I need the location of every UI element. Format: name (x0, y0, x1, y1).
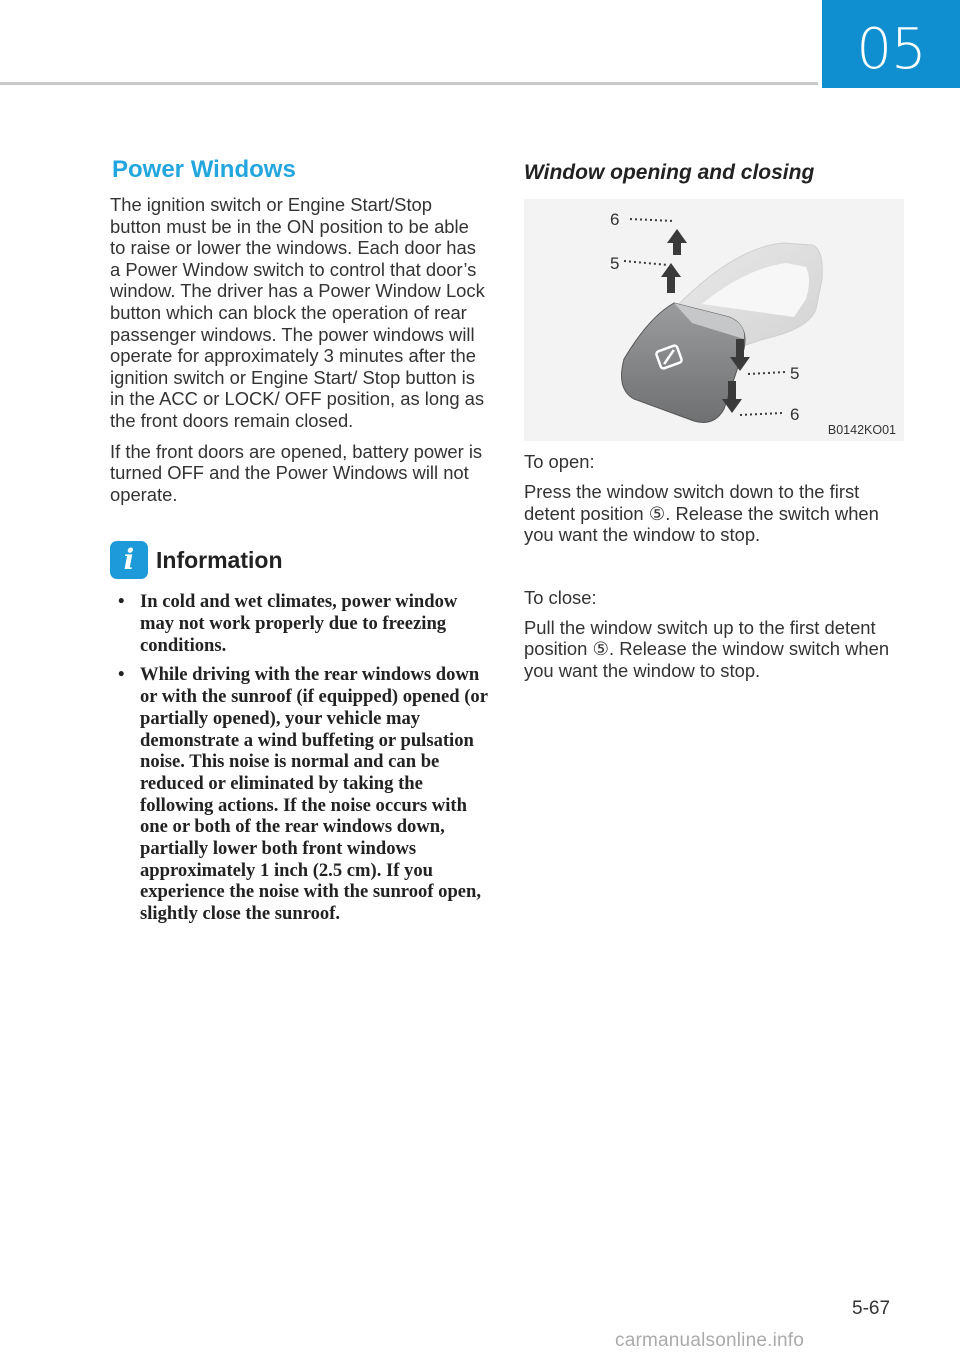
left-column (110, 156, 488, 933)
header-rule (0, 82, 818, 85)
section-title: Power Windows (112, 156, 296, 183)
information-title: Information (156, 546, 283, 573)
chapter-tab: 05 (822, 0, 960, 88)
information-header (110, 541, 488, 579)
open-label: To open: (524, 451, 595, 472)
subsection-title: Window opening and closing (524, 161, 815, 184)
window-switch-illustration (524, 199, 904, 441)
figure-code: B0142KO01 (827, 423, 896, 437)
window-switch-figure (524, 199, 904, 441)
figure-label-down-far: 6 (790, 405, 800, 424)
figure-label-down-near: 5 (790, 364, 800, 383)
right-column (524, 156, 904, 691)
figure-label-up-near: 5 (610, 254, 620, 273)
list-item: • In cold and wet climates, power window may not work properly due to freezing conditions. (118, 591, 488, 656)
close-label: To close: (524, 586, 597, 608)
close-text: Pull the window switch up to the first detent position ⑤. Release the window switch when you want the window to stop. (524, 616, 890, 681)
watermark: carmanualsonline.info (615, 1330, 805, 1351)
figure-label-up-far: 6 (610, 210, 620, 229)
list-item: • While driving with the rear windows down or with the sunroof (if equipped) opened (or partially opened), your vehicle may demonstrate a wind buffeting or pulsation noise. This noise is normal and can be reduced or eliminated by taking the following actions. If the noise occurs with one or both of the rear windows down, partially lower both front windows approximately 1 inch (2.5 cm). If you experience the noise with the sunroof open, slightly close the sunroof. (118, 664, 488, 924)
open-text: Press the window switch down to the first detent position ⑤. Release the switch when you want the window to stop. (524, 481, 879, 546)
battery-paragraph: If the front doors are opened, battery power is turned OFF and the Power Windows will not operate. (110, 440, 483, 505)
intro-paragraph: The ignition switch or Engine Start/Stop button must be in the ON position to be able to raise or lower the windows. Each door has a Power Window switch to control that door’s window. The driver has a Power Window Lock button which can block the operation of rear passenger windows. The power windows will operate for approximately 3 minutes after the ignition switch or Engine Start/ Stop button is in the ACC or LOCK/ OFF position, as long as the front doors remain closed. (110, 194, 485, 431)
page-number: 5-67 (852, 1298, 891, 1319)
information-list (110, 591, 488, 925)
up-arrow-icon (661, 229, 687, 293)
info-icon: i (110, 541, 148, 579)
